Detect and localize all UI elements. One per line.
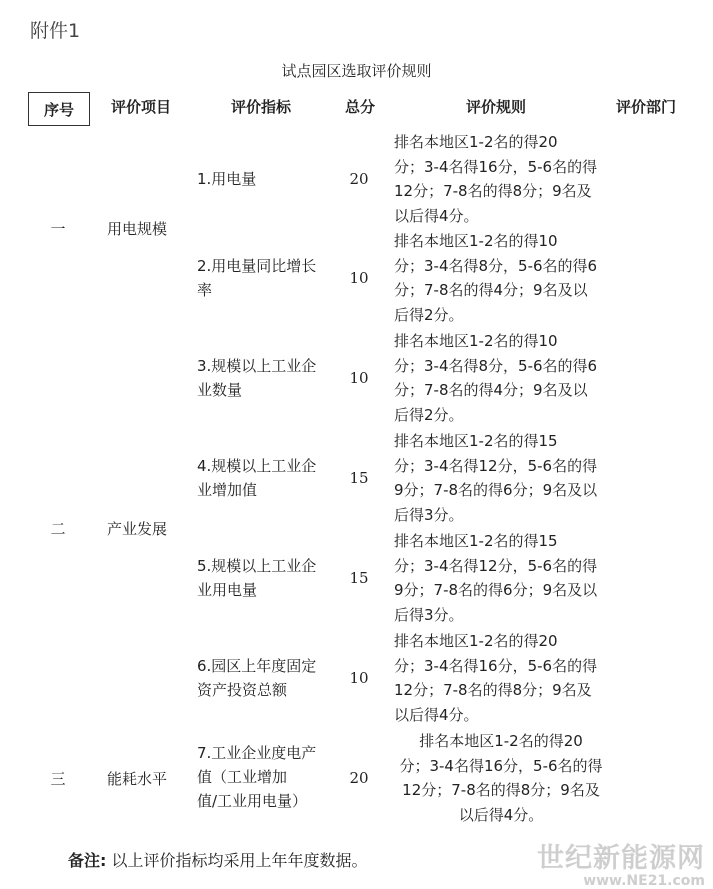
header-rule: 评价规则 <box>465 98 526 116</box>
rule-cell: 排名本地区1-2名的得20 分；3-4名得16分，5-6名的得 12分；7-8名的得8分；9名及 以后得4分。 <box>399 732 603 824</box>
rule-cell: 排名本地区1-2名的得20 分；3-4名得16分，5-6名的得 12分；7-8名的得8分；9名及 以后得4分。 <box>394 632 598 724</box>
indicator-cell: 1.用电量 <box>197 170 257 188</box>
score-cell: 10 <box>349 269 369 287</box>
score-cell: 15 <box>349 469 369 487</box>
rule-cell: 排名本地区1-2名的得15 分；3-4名得12分，5-6名的得 9分；7-8名的得6分；9名及以 后得3分。 <box>394 432 598 524</box>
rule-cell: 排名本地区1-2名的得20 分；3-4名得16分，5-6名的得 12分；7-8名的得8分；9名及 以后得4分。 <box>394 133 598 225</box>
watermark-title: 世纪新能源网 <box>537 843 705 874</box>
indicator-cell: 2.用电量同比增长 率 <box>197 257 317 299</box>
rule-cell: 排名本地区1-2名的得10 分；3-4名得8分，5-6名的得6 分；7-8名的得4分；9名及以 后得2分。 <box>394 332 598 424</box>
rule-cell: 排名本地区1-2名的得15 分；3-4名得12分，5-6名的得 9分；7-8名的得6分；9名及以 后得3分。 <box>394 532 598 624</box>
header-indicator: 评价指标 <box>230 98 291 116</box>
header-seq: 序号 <box>28 92 90 126</box>
footnote <box>68 848 368 871</box>
footnote-text: 以上评价指标均采用上年年度数据。 <box>111 851 368 870</box>
score-cell: 20 <box>349 769 369 787</box>
indicator-cell: 5.规模以上工业企 业用电量 <box>197 557 317 599</box>
group-item: 能耗水平 <box>107 770 168 788</box>
attachment-label: 附件1 <box>30 20 81 42</box>
group-item: 产业发展 <box>107 520 168 538</box>
indicator-cell: 7.工业企业度电产 值（工业增加 值/工业用电量） <box>197 744 317 810</box>
group-seq: 一 <box>50 220 66 238</box>
indicator-cell: 3.规模以上工业企 业数量 <box>197 357 317 399</box>
group-seq: 三 <box>50 770 66 788</box>
rule-cell: 排名本地区1-2名的得10 分；3-4名得8分，5-6名的得6 分；7-8名的得4分；9名及以 后得2分。 <box>394 232 598 324</box>
score-cell: 15 <box>349 569 369 587</box>
score-cell: 10 <box>349 369 369 387</box>
group-seq: 二 <box>50 520 66 538</box>
header-dept: 评价部门 <box>615 98 676 116</box>
watermark <box>537 836 705 889</box>
group-item: 用电规模 <box>107 220 168 238</box>
watermark-url: www.NE21.com <box>583 873 705 889</box>
header-score: 总分 <box>344 98 375 116</box>
score-cell: 20 <box>349 170 369 188</box>
indicator-cell: 4.规模以上工业企 业增加值 <box>197 457 317 499</box>
score-cell: 10 <box>349 669 369 687</box>
document-title: 试点园区选取评价规则 <box>281 62 432 80</box>
footnote-label: 备注: <box>68 851 107 870</box>
indicator-cell: 6.园区上年度固定 资产投资总额 <box>197 657 317 699</box>
header-item: 评价项目 <box>110 98 171 116</box>
